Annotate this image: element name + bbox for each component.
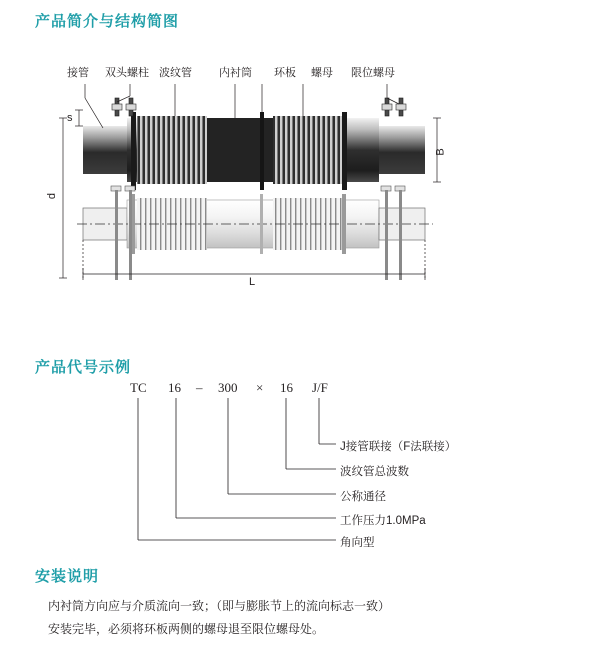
callout-label-liner: 内衬筒 <box>219 67 252 79</box>
dimension-label-d: d <box>46 192 59 200</box>
callout-label-double-stud: 双头螺柱 <box>105 67 149 79</box>
code-token-pressure: 16 <box>168 380 181 395</box>
code-token-diameter: 300 <box>218 380 238 395</box>
callout-label-nut: 螺母 <box>311 67 333 79</box>
code-leader-lines <box>100 394 540 544</box>
legend-work-pressure: 工作压力1.0MPa <box>340 515 426 527</box>
code-token-joint: J/F <box>312 380 328 395</box>
code-token-waves: 16 <box>280 380 293 395</box>
dimension-label-L: L <box>249 276 256 288</box>
section-title-intro: 产品简介与结构简图 <box>35 13 180 30</box>
legend-nominal-bore: 公称通径 <box>340 491 386 503</box>
callout-label-bellows: 波纹管 <box>159 67 192 79</box>
legend-joint-type: J接管联接（F法联接） <box>340 441 457 453</box>
structure-diagram <box>46 67 545 288</box>
install-note-1: 内衬筒方向应与介质流向一致；（即与膨胀节上的流向标志一致） <box>48 599 391 613</box>
callout-label-nozzle: 接管 <box>67 67 89 79</box>
legend-wave-count: 波纹管总波数 <box>340 466 409 478</box>
code-token-type: TC <box>130 380 147 395</box>
section-title-code: 产品代号示例 <box>35 359 132 376</box>
callout-label-ring-plate: 环板 <box>274 67 296 79</box>
structure-diagram-svg <box>55 68 545 288</box>
code-token-dash: – <box>196 380 203 395</box>
product-code-example <box>100 380 540 549</box>
dimension-label-s: s <box>67 112 73 124</box>
code-token-times: × <box>256 380 264 395</box>
dimension-label-B: B <box>434 148 447 156</box>
callout-label-limit-nut: 限位螺母 <box>351 67 395 79</box>
legend-angular-type: 角向型 <box>340 537 375 549</box>
install-note-2: 安装完毕，必须将环板两侧的螺母退至限位螺母处。 <box>48 622 325 636</box>
install-notes <box>48 598 568 644</box>
section-title-install: 安装说明 <box>35 568 100 585</box>
